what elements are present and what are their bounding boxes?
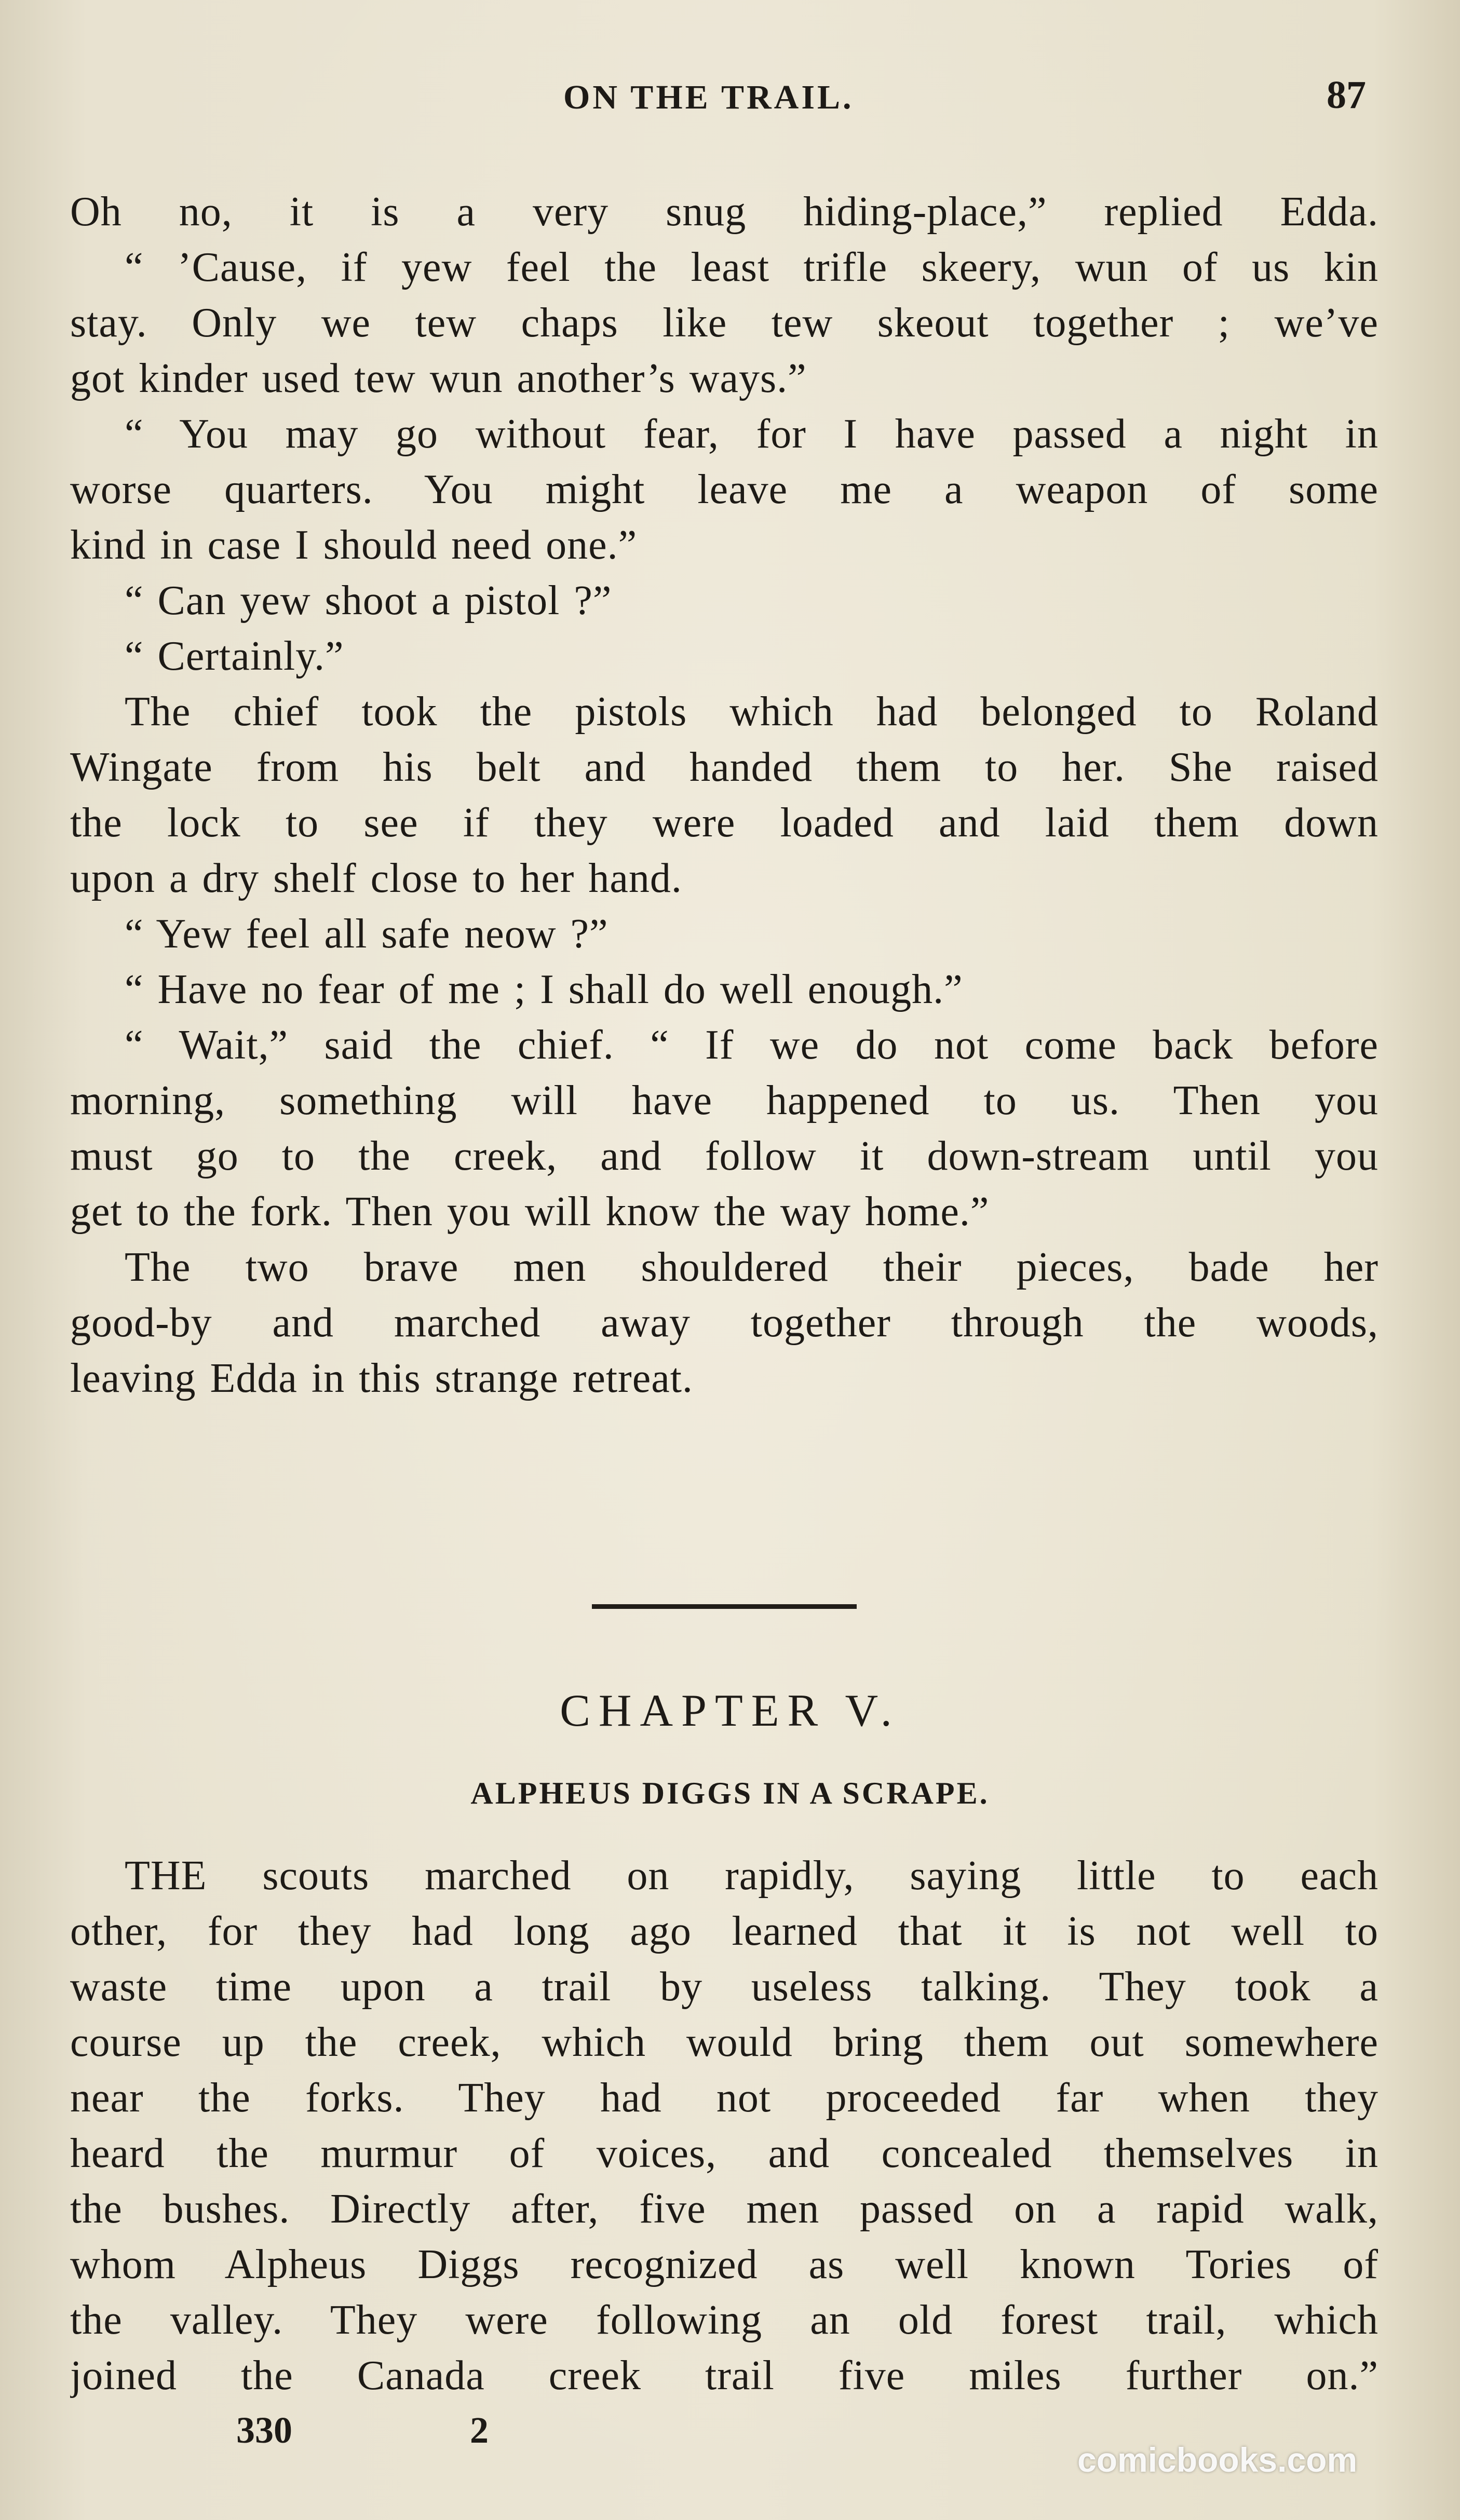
chapter-subtitle: ALPHEUS DIGGS IN A SCRAPE. <box>470 1776 990 1810</box>
text-line: must go to the creek, and follow it down-stream until you <box>70 1133 1378 1179</box>
text-line: the valley. They were following an old forest trail, which <box>70 2297 1378 2343</box>
text-line: Wingate from his belt and handed them to her. She raised <box>70 744 1378 790</box>
text-line: “ ’Cause, if yew feel the least trifle skeery, wun of us kin <box>125 245 1378 290</box>
text-line: “ Wait,” said the chief. “ If we do not come back before <box>125 1022 1378 1068</box>
page-number: 87 <box>1327 73 1366 117</box>
text-line: the bushes. Directly after, five men passed on a rapid walk, <box>70 2186 1378 2232</box>
body-text-section-2 <box>70 1848 1378 2404</box>
text-line: worse quarters. You might leave me a weapon of some <box>70 467 1378 512</box>
text-line: “ Certainly.” <box>125 633 344 679</box>
text-line: Oh no, it is a very snug hiding-place,” replied Edda. <box>70 189 1378 235</box>
section-divider-rule <box>592 1604 857 1609</box>
text-line: The chief took the pistols which had belonged to Roland <box>125 689 1378 735</box>
text-line: waste time upon a trail by useless talking. They took a <box>70 1964 1378 2010</box>
text-line: course up the creek, which would bring them out somewhere <box>70 2020 1378 2065</box>
text-line: other, for they had long ago learned that it is not well to <box>70 1908 1378 1954</box>
text-line: get to the fork. Then you will know the way home.” <box>70 1189 990 1235</box>
text-line: kind in case I should need one.” <box>70 522 638 568</box>
text-line: near the forks. They had not proceeded far when they <box>70 2075 1378 2121</box>
text-line: leaving Edda in this strange retreat. <box>70 1356 693 1401</box>
text-line: good-by and marched away together through the woods, <box>70 1300 1378 1346</box>
text-line: “ Yew feel all safe neow ?” <box>125 911 609 957</box>
chapter-title: CHAPTER V. <box>560 1686 900 1736</box>
text-line: The two brave men shouldered their pieces, bade her <box>125 1244 1378 1290</box>
text-line: got kinder used tew wun another’s ways.” <box>70 356 807 401</box>
body-text-section-1 <box>70 184 1378 1406</box>
text-line: stay. Only we tew chaps like tew skeout together ; we’ve <box>70 300 1378 346</box>
text-line: the lock to see if they were loaded and laid them down <box>70 800 1378 846</box>
signature-mark: 330 <box>236 2409 292 2451</box>
text-line: joined the Canada creek trail five miles further on.” <box>70 2353 1378 2399</box>
text-line: upon a dry shelf close to her hand. <box>70 856 682 901</box>
text-line: “ Have no fear of me ; I shall do well enough.” <box>125 967 963 1012</box>
text-line: “ You may go without fear, for I have passed a night in <box>125 411 1378 457</box>
text-line: “ Can yew shoot a pistol ?” <box>125 578 612 624</box>
text-line: whom Alpheus Diggs recognized as well known Tories of <box>70 2242 1378 2287</box>
text-line: THE scouts marched on rapidly, saying little to each <box>125 1853 1378 1899</box>
text-line: heard the murmur of voices, and concealed themselves in <box>70 2131 1378 2176</box>
watermark: comicbooks.com <box>1077 2441 1358 2479</box>
running-head: ON THE TRAIL. <box>563 78 854 116</box>
text-line: morning, something will have happened to us. Then you <box>70 1078 1378 1123</box>
signature-number: 2 <box>470 2409 489 2451</box>
